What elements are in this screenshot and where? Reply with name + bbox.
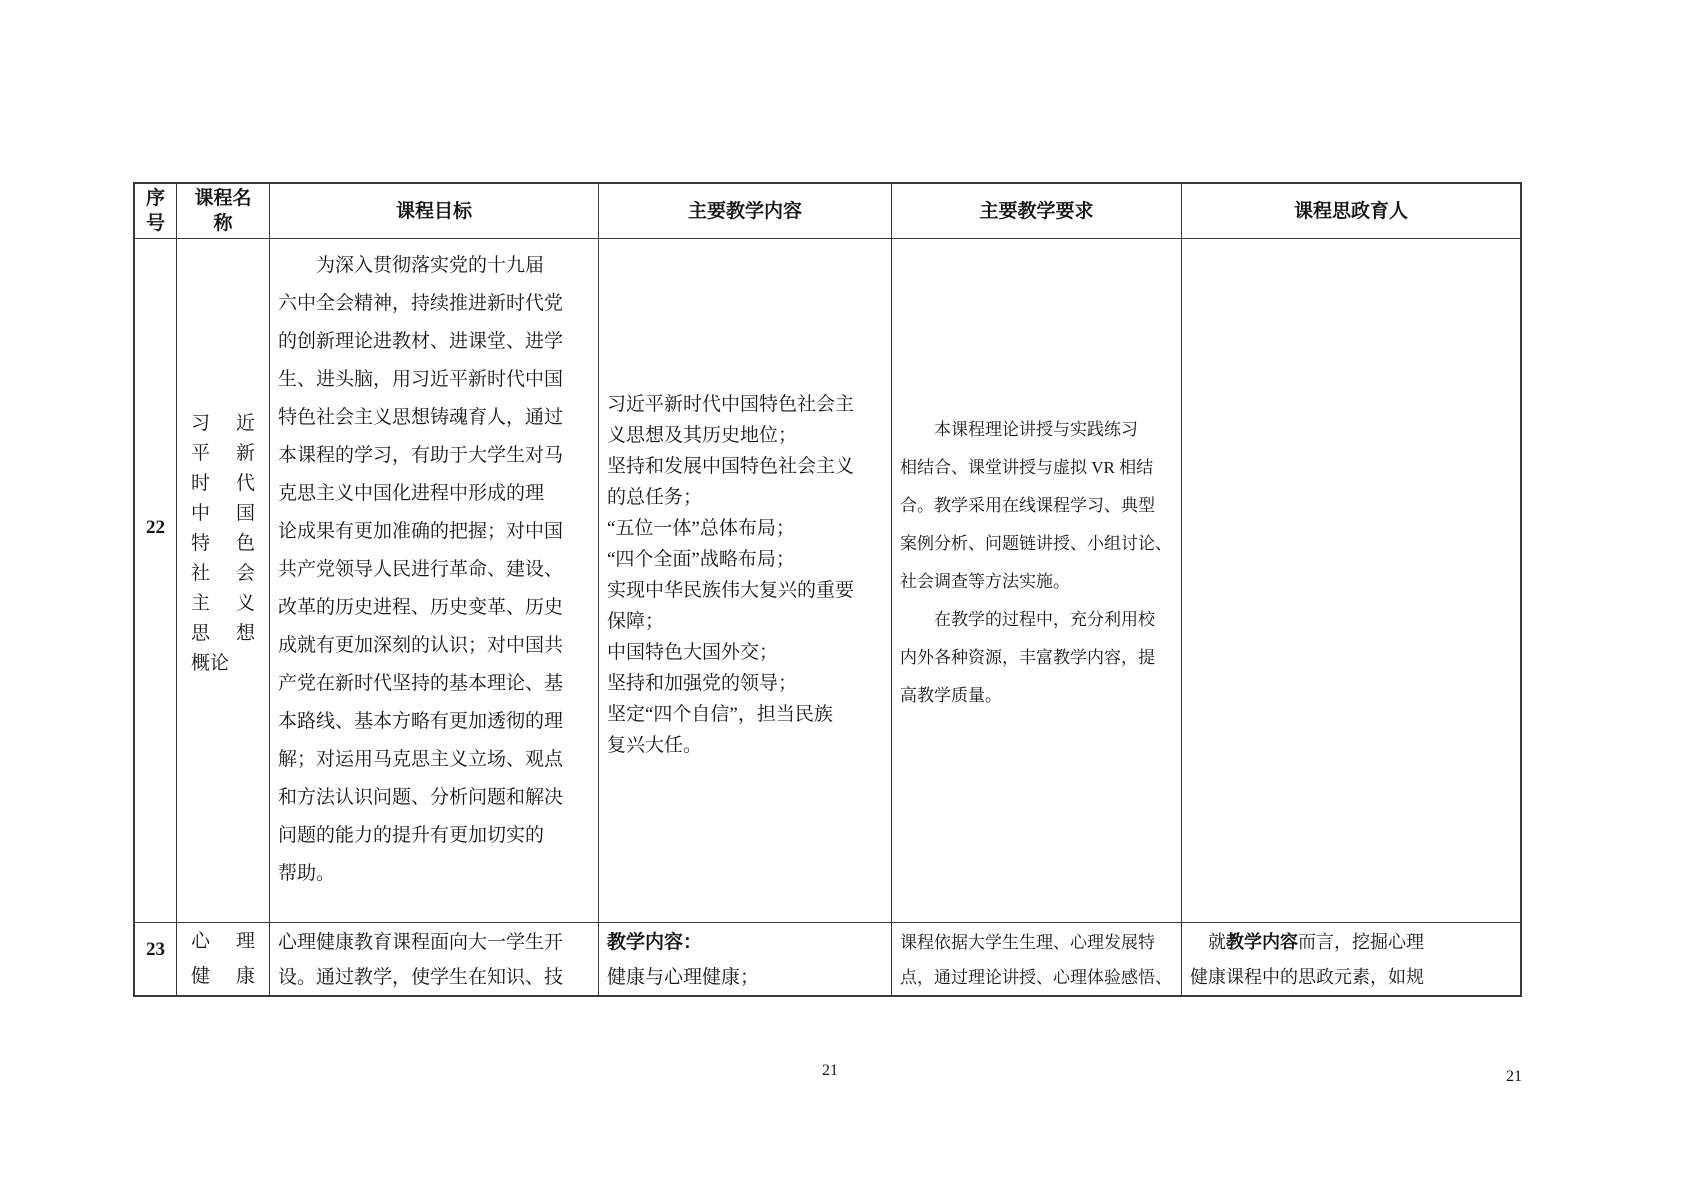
row23-ideology: 就教学内容而言，挖掘心理 健康课程中的思政元素，如规 bbox=[1190, 932, 1424, 987]
row23-requirements: 课程依据大学生生理、心理发展特 点，通过理论讲授、心理体验感悟、 bbox=[892, 923, 1182, 995]
row22-course-name-dist: 习 近 平 新 时 代 中 国 特 色 社 会 主 义 思 想 bbox=[191, 413, 255, 644]
row23-number bbox=[135, 923, 177, 995]
row22-requirements: 本课程理论讲授与实践练习 相结合、课堂讲授与虚拟 VR 相结 合。教学采用在线课程学习、典型 案例分析、问题链讲授、小组讨论、 社会调查等方法实施。 在教学的过程中，充分利用校 内外各种资源，丰富教学内容，提 高教学质量。 bbox=[892, 239, 1182, 923]
header-objectives-label: 课程目标 bbox=[395, 200, 472, 222]
row23-course-name-dist: 心 理 健 康 bbox=[191, 931, 255, 987]
row23-number-value: 23 bbox=[146, 939, 165, 960]
curriculum-table bbox=[133, 182, 1522, 997]
row22-ideology bbox=[1182, 239, 1520, 923]
header-requirements-label: 主要教学要求 bbox=[979, 200, 1094, 222]
row22-objectives: 为深入贯彻落实党的十九届 六中全会精神，持续推进新时代党 的创新理论进教材、进课堂、进学 生、进头脑，用习近平新时代中国 特色社会主义思想铸魂育人，通过 本课程的学习，有助于大学生对马 克思主义中国化进程中形成的理 论成果有更加准确的把握；对中国 共产党领导人民进行革命、建设、 改革的历史进程、历史变革、历史 成就有更加深刻的认识；对中国共 产党在新时代坚持的基本理论、基 本路线、基本方略有更加透彻的理 解；对运用马克思主义立场、观点 和方法认识问题、分析问题和解决 问题的能力的提升有更加切实的 帮助。 bbox=[270, 239, 599, 923]
row23-objectives: 心理健康教育课程面向大一学生开 设。通过教学，使学生在知识、技 bbox=[270, 923, 599, 995]
header-course-name bbox=[177, 184, 270, 239]
row23-content: 教学内容： 健康与心理健康； bbox=[599, 923, 892, 995]
header-content bbox=[599, 184, 892, 239]
row22-number-value: 22 bbox=[146, 517, 165, 538]
header-content-label: 主要教学内容 bbox=[687, 200, 802, 222]
row22-content: 习近平新时代中国特色社会主 义思想及其历史地位； 坚持和发展中国特色社会主义 的总任务； “五位一体”总体布局； “四个全面”战略布局； 实现中华民族伟大复兴的重要 保障； 中国特色大国外交； 坚持和加强党的领导； 坚定“四个自信”，担当民族 复兴大任。 bbox=[599, 239, 892, 923]
page-number-right: 21 bbox=[1506, 1068, 1522, 1085]
header-ideology-label: 课程思政育人 bbox=[1293, 200, 1408, 222]
row22-course-name-tail: 概论 bbox=[191, 653, 230, 674]
page-number-center: 21 bbox=[822, 1062, 838, 1079]
header-course-name-label: 课程名称 bbox=[194, 188, 252, 234]
header-requirements bbox=[892, 184, 1182, 239]
header-no bbox=[135, 184, 177, 239]
header-objectives bbox=[270, 184, 599, 239]
header-ideology bbox=[1182, 184, 1520, 239]
row22-course-name bbox=[177, 239, 270, 923]
header-no-label: 序号 bbox=[145, 188, 165, 234]
row23-course-name bbox=[177, 923, 270, 995]
row22-number bbox=[135, 239, 177, 923]
